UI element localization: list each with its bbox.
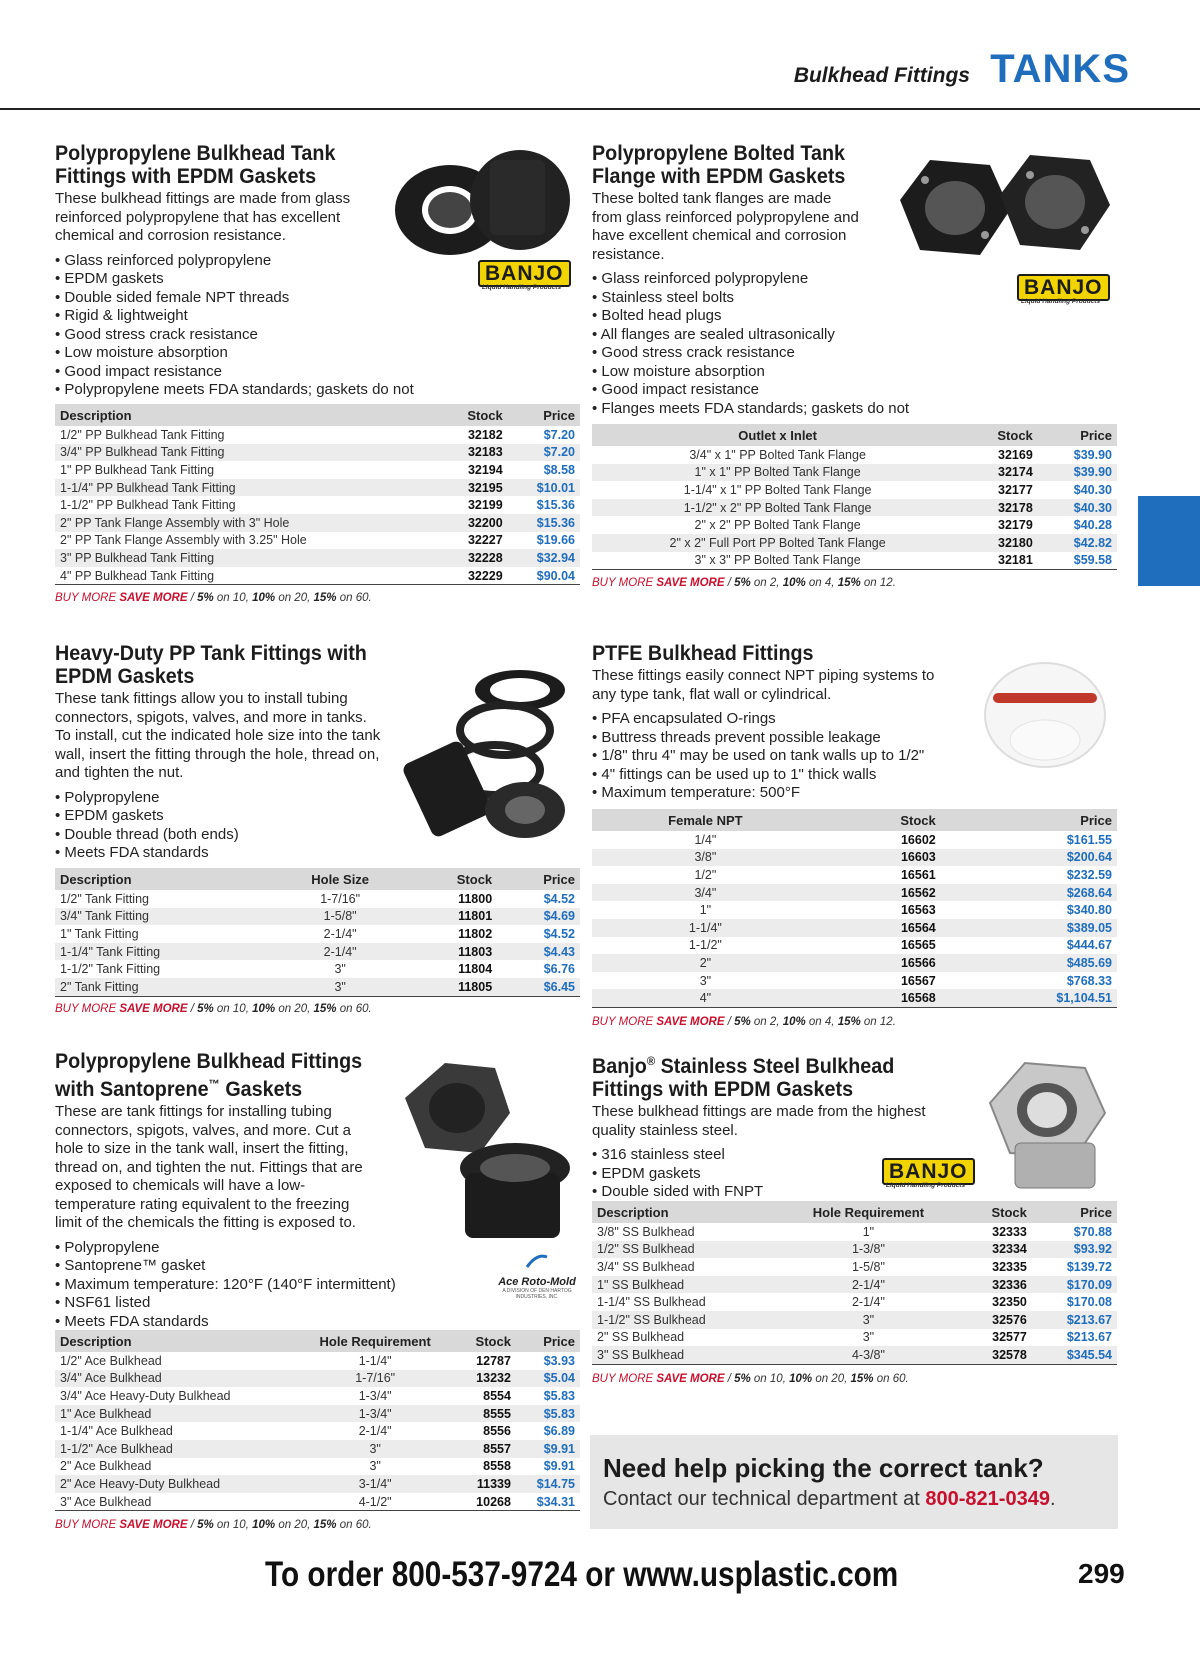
heavy-duty-table (55, 868, 580, 997)
column-header: Price (508, 404, 580, 426)
table-row: 3/4" 16562 $268.64 (592, 884, 1117, 902)
feature-item: • Bolted head plugs (592, 307, 992, 326)
feature-item: • Double sided female NPT threads (55, 289, 455, 308)
table-row: 3/8" 16603 $200.64 (592, 849, 1117, 867)
ace-roto-mold-logo: Ace Roto-Mold A DIVISION OF DEN HARTOG INDUSTRIES, INC. (492, 1253, 582, 1300)
feature-item: • Double thread (both ends) (55, 826, 455, 845)
banjo-logo: BANJO Liquid Handling Products (1017, 274, 1115, 306)
feature-item: • Flanges meets FDA standards; gaskets do not (592, 400, 992, 419)
feature-item: • Good impact resistance (592, 381, 992, 400)
buy-more-note: BUY MORE SAVE MORE / 5% on 10, 10% on 20, 15% on 60. (55, 592, 372, 604)
feature-item: • Maximum temperature: 120°F (140°F intermittent) (55, 1276, 455, 1295)
heavy-duty-description: These tank fittings allow you to install tubing connectors, spigots, valves, and more in tanks. To install, cut the indicated hole size into the tank wall, insert the fitting through the hole, thread on, and tighten the nut. (55, 690, 381, 781)
feature-item: • All flanges are sealed ultrasonically (592, 326, 992, 345)
table-row: 1/2" PP Bulkhead Tank Fitting 32182 $7.20 (60, 427, 575, 442)
heavy-duty-title-line2: EPDM Gaskets (55, 665, 195, 688)
column-header: Stock (407, 868, 497, 890)
feature-item: • 316 stainless steel (592, 1146, 992, 1165)
ptfe-description: These fittings easily connect NPT piping systems to any type tank, flat wall or cylindrical. (592, 667, 935, 703)
banjo-ss-table (592, 1201, 1117, 1365)
table-row: 3" SS Bulkhead 4-3/8" 32578 $345.54 (592, 1346, 1117, 1364)
feature-item: • Low moisture absorption (592, 363, 992, 382)
feature-item: • Polypropylene (55, 1239, 455, 1258)
column-header: Price (1032, 1201, 1117, 1223)
table-row: 2" 16566 $485.69 (592, 954, 1117, 972)
pp-bolted-features (592, 270, 992, 418)
help-text: Contact our technical department at 800-821-0349. (603, 1488, 1056, 1510)
feature-item: • EPDM gaskets (55, 807, 455, 826)
table-row: 1-1/2" x 2" PP Bolted Tank Flange 32178 $40.30 (592, 499, 1117, 517)
feature-item: • EPDM gaskets (55, 270, 455, 289)
order-footer: To order 800-537-9724 or www.usplastic.com (265, 1555, 899, 1594)
ss-bulkhead-image (975, 1058, 1115, 1198)
santoprene-features (55, 1239, 455, 1332)
pp-bulkhead-description: These bulkhead fittings are made from glass reinforced polypropylene that has excellent chemical and corrosion resistance. (55, 190, 351, 244)
pp-bulkhead-title-line2: Fittings with EPDM Gaskets (55, 165, 317, 188)
table-row: 1-1/4" Tank Fitting 2-1/4" 11803 $4.43 (55, 943, 580, 961)
table-row: 1/2" SS Bulkhead 1-3/8" 32334 $93.92 (592, 1241, 1117, 1259)
table-row: 1-1/2" 16565 $444.67 (688, 938, 1112, 953)
feature-item: • EPDM gaskets (592, 1165, 992, 1184)
table-row: 1" 16563 $340.80 (699, 903, 1112, 918)
column-header: Stock (440, 404, 508, 426)
section-side-tab (1138, 496, 1200, 586)
table-row: 3" Ace Bulkhead 4-1/2" 10268 $34.31 (55, 1493, 580, 1511)
feature-item: • Double sided with FNPT (592, 1183, 992, 1202)
feature-item: • Stainless steel bolts (592, 289, 992, 308)
buy-more-note: BUY MORE SAVE MORE / 5% on 10, 10% on 20, 15% on 60. (55, 1519, 372, 1531)
column-header: Stock (962, 1201, 1032, 1223)
pp-bulkhead-title-line1: Polypropylene Bulkhead Tank (55, 142, 336, 165)
column-header: Price (516, 1330, 580, 1352)
column-header: Description (55, 868, 273, 890)
feature-item: • 4" fittings can be used up to 1" thick walls (592, 766, 992, 785)
column-header: Hole Requirement (295, 1330, 456, 1352)
column-header: Stock (456, 1330, 516, 1352)
feature-item: • NSF61 listed (55, 1294, 455, 1313)
column-header: Price (497, 868, 580, 890)
pp-bulkhead-features (55, 252, 455, 400)
feature-item: • Good stress crack resistance (592, 344, 992, 363)
section-subtitle: Bulkhead Fittings (793, 64, 970, 87)
table-row: 1-1/2" SS Bulkhead 3" 32576 $213.67 (592, 1311, 1117, 1329)
column-header: Stock (963, 424, 1038, 446)
table-row: 2" x 2" Full Port PP Bolted Tank Flange 32180 $42.82 (592, 534, 1117, 552)
santoprene-title-line2: with Santoprene™ Gaskets (55, 1077, 303, 1101)
feature-item: • Santoprene™ gasket (55, 1257, 455, 1276)
table-row: 2" PP Tank Flange Assembly with 3.25" Hole 32227 $19.66 (60, 533, 575, 548)
column-header: Female NPT (592, 809, 819, 831)
table-row: 3" x 3" PP Bolted Tank Flange 32181 $59.58 (592, 552, 1117, 570)
santoprene-table (55, 1330, 580, 1511)
feature-item: • Meets FDA standards (55, 1313, 455, 1332)
buy-more-note: BUY MORE SAVE MORE / 5% on 10, 10% on 20, 15% on 60. (592, 1373, 909, 1385)
pp-bolted-description: These bolted tank flanges are made from glass reinforced polypropylene and have excellent chemical and corrosion resistance. (592, 190, 859, 263)
table-row: 3/4" Ace Bulkhead 1-7/16" 13232 $5.04 (55, 1370, 580, 1388)
table-row: 1" PP Bulkhead Tank Fitting 32194 $8.58 (60, 462, 575, 477)
ptfe-features (592, 710, 992, 803)
ace-logo-mark-icon (522, 1253, 552, 1271)
feature-item: • Good impact resistance (55, 363, 455, 382)
column-header: Description (55, 1330, 295, 1352)
feature-item: • PFA encapsulated O-rings (592, 710, 992, 729)
feature-item: • Glass reinforced polypropylene (55, 252, 455, 271)
table-row: 1/2" Tank Fitting 1-7/16" 11800 $4.52 (60, 891, 575, 906)
table-row: 1-1/2" PP Bulkhead Tank Fitting 32199 $15.36 (60, 498, 575, 513)
feature-item: • Polypropylene (55, 789, 455, 808)
santoprene-description: These are tank fittings for installing tubing connectors, spigots, valves, and more. Cut a hole to size in the tank wall, insert the fitting, thread on, and tighten the nut. Fittings that are exposed to chemicals will have a low-temperature rating equivalent to the freezing limit of the chemicals the fitting is exposed to. (55, 1103, 363, 1231)
table-row: 1" SS Bulkhead 2-1/4" 32336 $170.09 (592, 1276, 1117, 1294)
table-row: 4" 16568 $1,104.51 (592, 989, 1117, 1007)
pp-bulkhead-fitting-image (380, 140, 580, 260)
pp-bolted-title-line2: Flange with EPDM Gaskets (592, 165, 846, 188)
ptfe-section (592, 642, 992, 803)
banjo-ss-description: These bulkhead fittings are made from the highest quality stainless steel. (592, 1103, 926, 1139)
ptfe-table (592, 809, 1117, 1008)
pp-bolted-title-line1: Polypropylene Bolted Tank (592, 142, 846, 165)
feature-item: • Buttress threads prevent possible leakage (592, 729, 992, 748)
table-row: 1/2" Ace Bulkhead 1-1/4" 12787 $3.93 (60, 1353, 575, 1368)
table-row: 2" Ace Heavy-Duty Bulkhead 3-1/4" 11339 $14.75 (55, 1475, 580, 1493)
heavy-duty-fitting-image (395, 660, 585, 850)
table-row: 1" x 1" PP Bolted Tank Flange 32174 $39.90 (592, 464, 1117, 482)
table-row: 1-1/4" Ace Bulkhead 2-1/4" 8556 $6.89 (60, 1424, 575, 1439)
feature-item: • Meets FDA standards (55, 844, 455, 863)
table-row: 1-1/4" PP Bulkhead Tank Fitting 32195 $10.01 (55, 479, 580, 497)
feature-item: • Polypropylene meets FDA standards; gaskets do not (55, 381, 455, 400)
feature-item: • Low moisture absorption (55, 344, 455, 363)
table-row: 3/4" Ace Heavy-Duty Bulkhead 1-3/4" 8554 $5.83 (60, 1388, 575, 1403)
table-row: 2" PP Tank Flange Assembly with 3" Hole 32200 $15.36 (55, 514, 580, 532)
help-heading: Need help picking the correct tank? (603, 1453, 1044, 1483)
table-row: 1/2" 16561 $232.59 (694, 867, 1112, 882)
table-row: 3/4" x 1" PP Bolted Tank Flange 32169 $39.90 (689, 447, 1112, 462)
help-callout (590, 1435, 1118, 1529)
feature-item: • Good stress crack resistance (55, 326, 455, 345)
santoprene-fitting-image (395, 1058, 585, 1248)
ptfe-fitting-image (975, 655, 1115, 775)
pp-bolted-table (592, 424, 1117, 570)
feature-item: • Rigid & lightweight (55, 307, 455, 326)
table-row: 1-1/4" SS Bulkhead 2-1/4" 32350 $170.08 (597, 1295, 1112, 1310)
page-number: 299 (1078, 1558, 1125, 1589)
table-row: 3" PP Bulkhead Tank Fitting 32228 $32.94 (55, 549, 580, 567)
banjo-ss-title-line2: Fittings with EPDM Gaskets (592, 1078, 854, 1101)
page-header (0, 0, 1200, 110)
table-row: 2" Tank Fitting 3" 11805 $6.45 (55, 978, 580, 996)
buy-more-note: BUY MORE SAVE MORE / 5% on 2, 10% on 4, 15% on 12. (592, 577, 896, 589)
table-row: 2" x 2" PP Bolted Tank Flange 32179 $40.28 (694, 518, 1112, 533)
heavy-duty-title-line1: Heavy-Duty PP Tank Fittings with (55, 642, 367, 665)
feature-item: • Maximum temperature: 500°F (592, 784, 992, 803)
table-row: 1" Ace Bulkhead 1-3/4" 8555 $5.83 (55, 1405, 580, 1423)
table-row: 1/4" 16602 $161.55 (694, 832, 1112, 847)
column-header: Stock (819, 809, 941, 831)
table-row: 1" Tank Fitting 2-1/4" 11802 $4.52 (60, 926, 575, 941)
table-row: 1-1/4" x 1" PP Bolted Tank Flange 32177 $40.30 (683, 482, 1112, 497)
table-row: 1-1/2" Ace Bulkhead 3" 8557 $9.91 (55, 1440, 580, 1458)
table-row: 3/4" SS Bulkhead 1-5/8" 32335 $139.72 (597, 1259, 1112, 1274)
table-row: 2" SS Bulkhead 3" 32577 $213.67 (597, 1330, 1112, 1345)
table-row: 3/4" PP Bulkhead Tank Fitting 32183 $7.20 (55, 444, 580, 462)
column-header: Hole Size (273, 868, 407, 890)
buy-more-note: BUY MORE SAVE MORE / 5% on 10, 10% on 20, 15% on 60. (55, 1003, 372, 1015)
column-header: Price (1038, 424, 1117, 446)
column-header: Outlet x Inlet (592, 424, 963, 446)
table-row: 1-1/2" Tank Fitting 3" 11804 $6.76 (60, 962, 575, 977)
column-header: Description (592, 1201, 775, 1223)
column-header: Hole Requirement (775, 1201, 962, 1223)
banjo-logo: BANJO Liquid Handling Products (882, 1158, 980, 1190)
feature-item: • Glass reinforced polypropylene (592, 270, 992, 289)
table-row: 1-1/4" 16564 $389.05 (592, 919, 1117, 937)
table-row: 3/4" Tank Fitting 1-5/8" 11801 $4.69 (55, 908, 580, 926)
pp-bulkhead-table (55, 404, 580, 585)
table-row: 3/8" SS Bulkhead 1" 32333 $70.88 (597, 1224, 1112, 1239)
pp-bolted-flange-image (880, 150, 1120, 270)
banjo-logo: BANJO Liquid Handling Products (478, 260, 576, 292)
table-row: 2" Ace Bulkhead 3" 8558 $9.91 (60, 1459, 575, 1474)
buy-more-note: BUY MORE SAVE MORE / 5% on 2, 10% on 4, 15% on 12. (592, 1016, 896, 1028)
tech-phone-link[interactable]: 800-821-0349 (925, 1488, 1050, 1510)
table-row: 3" 16567 $768.33 (699, 973, 1112, 988)
section-title: TANKS (990, 47, 1130, 91)
santoprene-title-line1: Polypropylene Bulkhead Fittings (55, 1050, 363, 1073)
feature-item: • 1/8" thru 4" may be used on tank walls up to 1/2" (592, 747, 992, 766)
banjo-ss-title-line1: Banjo® Stainless Steel Bulkhead (592, 1054, 895, 1078)
table-row: 4" PP Bulkhead Tank Fitting 32229 $90.04 (55, 567, 580, 585)
column-header: Price (941, 809, 1117, 831)
column-header: Description (55, 404, 440, 426)
ptfe-title: PTFE Bulkhead Fittings (592, 642, 814, 665)
